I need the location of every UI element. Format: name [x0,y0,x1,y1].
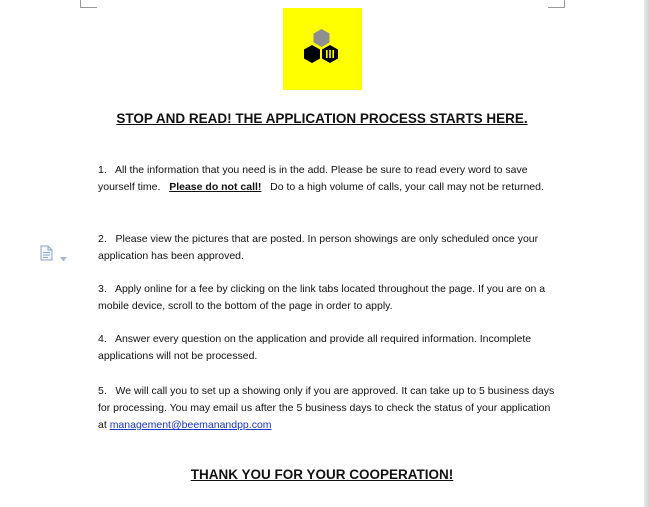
list-item-2 [98,231,558,265]
list-item-3 [98,281,558,315]
item-number: 5. [98,385,107,397]
page-edge [644,0,650,507]
company-logo [283,8,362,90]
item-number: 4. [98,333,107,345]
item-text: All the information that you need is in the add. Please be sure to read every word to save yourself time. [98,164,528,193]
document-icon[interactable] [40,245,53,266]
list-item-1 [98,162,558,196]
item-text: Answer every question on the application and provide all required information. Incomplete applications will not be processed. [98,333,532,362]
item-number: 1. [98,164,107,176]
list-item-4 [98,331,558,365]
item-text: Apply online for a fee by clicking on the link tabs located throughout the page. If you are on a mobile device, scroll to the bottom of the page in order to apply. [98,283,546,312]
item-number: 3. [98,283,107,295]
email-link[interactable]: management@beemanandpp.com [109,419,272,431]
closing-message: THANK YOU FOR YOUR COOPERATION! [190,467,454,482]
item-text: Please view the pictures that are posted. In person showings are only scheduled once your application has been approved. [98,233,539,262]
item-text: We will call you to set up a showing only if you are approved. It can take up to 5 business days for processing. You may email us after the 5 business days to check the status of your application at [98,385,555,431]
beehive-hexagon-logo-icon [283,8,362,90]
crop-mark-top-left [80,0,97,8]
do-not-call-notice: Please do not call! [169,181,262,193]
list-item-5 [98,383,558,434]
page-title: STOP AND READ! THE APPLICATION PROCESS STARTS HERE. [116,111,528,126]
crop-mark-top-right [548,0,565,8]
dropdown-arrow-icon[interactable] [60,249,67,267]
item-text-after: Do to a high volume of calls, your call may not be returned. [270,181,544,193]
item-number: 2. [98,233,107,245]
